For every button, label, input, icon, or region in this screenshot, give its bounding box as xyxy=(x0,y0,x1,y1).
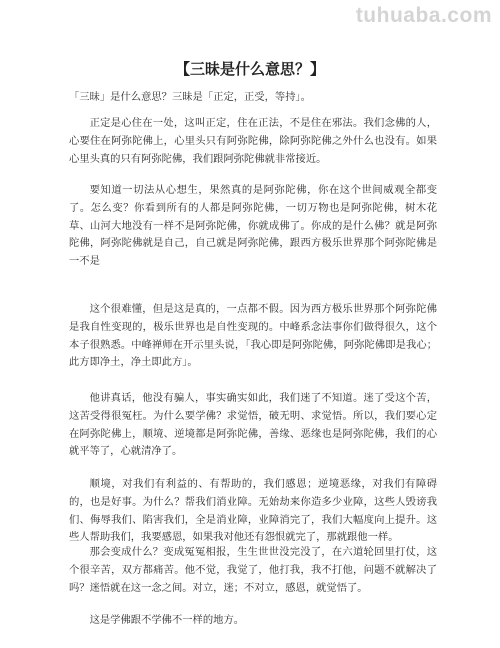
paragraph-8: 这是学佛跟不学佛不一样的地方。 xyxy=(89,614,245,626)
paragraph-1: 「三昧」是什么意思？三昧是「正定，正受，等持」。 xyxy=(69,91,311,103)
watermark: tuhuaba.com xyxy=(355,4,492,27)
paragraph-4: 这个很难懂，但是这是真的，一点都不假。因为西方极乐世界那个阿弥陀佛是我自性变现的，极乐世界也是自性变现的。中峰系念法事你们做得很久，这个本子很熟悉。中峰禅师在开示里头说，「我心即是阿弥陀佛，阿弥陀佛即是我心；此方即净土，净土即此方」。 xyxy=(69,303,437,369)
paragraph-7: 那会变成什么？变成冤冤相报，生生世世没完没了，在六道轮回里打仗，这个很辛苦，双方都痛苦。他不觉，我觉了，他打我，我不打他，问题不就解决了吗？迷悟就在这一念之间。对立，迷；不对立，感恩，就觉悟了。 xyxy=(69,546,437,594)
paragraph-2: 正定是心住在一处，这叫正定，住在正法，不是住在邪法。我们念佛的人，心要住在阿弥陀佛上，心里头只有阿弥陀佛，除阿弥陀佛之外什么也没有。如果心里头真的只有阿弥陀佛，我们跟阿弥陀佛就非常接近。 xyxy=(69,117,437,165)
paragraph-5: 他讲真话，他没有骗人，事实确实如此，我们迷了不知道。迷了受这个苦，这苦受得很冤枉。为什么要学佛？求觉悟，破无明、求觉悟。所以，我们要心定在阿弥陀佛上，顺境、逆境都是阿弥陀佛，善缘、恶缘也是阿弥陀佛，我们的心就平等了，心就清净了。 xyxy=(69,392,437,458)
page-title: 【三昧是什么意思？】 xyxy=(174,60,325,78)
paragraph-3: 要知道一切法从心想生，果然真的是阿弥陀佛，你在这个世间威观全都变了。怎么变？你看到所有的人都是阿弥陀佛，一切万物也是阿弥陀佛，树木花草、山河大地没有一样不是阿弥陀佛，你就成佛了。你成的是什么佛？就是阿弥陀佛，阿弥陀佛就是自己，自己就是阿弥陀佛，跟西方极乐世界那个阿弥陀佛是一不是 xyxy=(69,184,437,268)
paragraph-6: 顺境，对我们有利益的、有帮助的，我们感恩；逆境恶缘，对我们有障碍的，也是好事。为什么？帮我们消业障。无始劫来你造多少业障，这些人毁谤我们、侮辱我们、陷害我们，全是消业障，业障消完了，我们大幅度向上提升。这些人帮助我们，我要感恩，如果我对他还有怨恨就完了，那就跟他一样。 xyxy=(69,478,437,544)
